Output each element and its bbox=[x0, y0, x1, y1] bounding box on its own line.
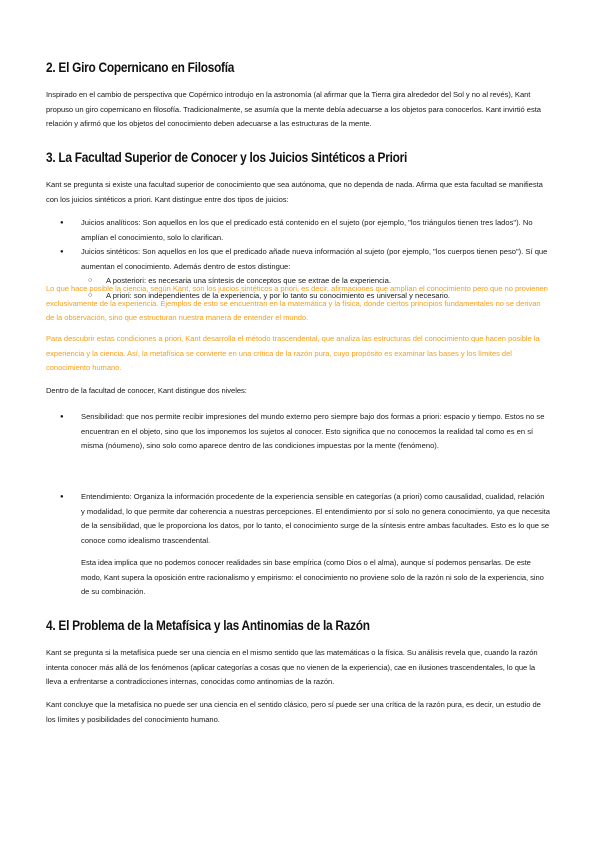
highlighted-paragraph-science: Lo que hace posible la ciencia, según Kant, son los juicios sintéticos a priori, es decir, afirmaciones que amplían el conocimiento pero que no provienen exclusivamente de la experiencia. Ejemplos de esto se encuentran en la matemática y la física, donde ciertos principios fundamentales no se derivan de la observación, sino que estructuran nuestra manera de entender el mundo. bbox=[46, 284, 548, 323]
section-4-paragraph-1: Kant se pregunta si la metafísica puede ser una ciencia en el mismo sentido que las matemáticas o la física. Su análisis revela que, cuando la razón intenta conocer más allá de los fenómenos (aplicar categorías a cosas que no vienen de la experiencia), cae en ilusiones trascendentales, lo que la lleva a enfrentarse a contradicciones internas, conocidas como antinomias de la razón. bbox=[46, 648, 538, 687]
section-3-title: 3. La Facultad Superior de Conocer y los Juicios Sintéticos a Priori bbox=[46, 150, 407, 165]
section-2-title: 2. El Giro Copernicano en Filosofía bbox=[46, 60, 235, 75]
knowledge-levels-list bbox=[46, 410, 550, 454]
empirical-basis-paragraph: Esta idea implica que no podemos conocer realidades sin base empírica (como Dios o el alma), aunque sí podemos pensarlas. De este modo, Kant supera la oposición entre racionalismo y empirismo: el conocimiento no proviene solo de la razón ni solo de la experiencia, sino de su combinación. bbox=[81, 558, 544, 597]
sub-item-a-posteriori: ○ A posteriori: es necesaria una síntesis de conceptos que se extrae de la experiencia. bbox=[46, 274, 550, 289]
section-2-paragraph: Inspirado en el cambio de perspectiva que Copérnico introdujo en la astronomía (al afirmar que la Tierra gira alrededor del Sol y no al revés), Kant propuso un giro copernicano en filosofía. Tradicionalmente, se asumía que la mente debía adecuarse a los objetos para conocerlos. Kant invirtió esta relación y afirmó que los objetos del conocimiento deben adecuarse a las estructuras de la mente. bbox=[46, 90, 541, 129]
list-item-understanding: ● Entendimiento: Organiza la información procedente de la experiencia sensible en categorías (a priori) como causalidad, cualidad, relación y modalidad, lo que permite dar coherencia a nuestras percepciones. El entendimiento por sí solo no genera conocimiento, ya que necesita de la sensibilidad, que le proporciona los datos, por lo tanto, el conocimiento surge de la síntesis entre ambas facultades. Esto es lo que se conoce como idealismo trascendental. bbox=[46, 490, 550, 548]
knowledge-levels-list-2 bbox=[46, 490, 550, 548]
sub-item-a-priori: ○ A priori: son independientes de la experiencia, y por lo tanto su conocimiento es universal y necesario. bbox=[46, 289, 550, 304]
section-4-paragraph-2: Kant concluye que la metafísica no puede ser una ciencia en el sentido clásico, pero sí puede ser una crítica de la razón pura, es decir, un estudio de los límites y posibilidades del conocimiento humano. bbox=[46, 700, 541, 724]
section-3-intro: Kant se pregunta si existe una facultad superior de conocimiento que sea autónoma, que no dependa de nada. Afirma que esta facultad se manifiesta con los juicios sintéticos a priori. Kant distingue entre dos tipos de juicios: bbox=[46, 180, 543, 204]
list-item-sensibility: ● Sensibilidad: que nos permite recibir impresiones del mundo externo pero siempre bajo dos formas a priori: espacio y tiempo. Estos no se encuentran en el objeto, sino que los imponemos los sujetos al conocer. Esto significa que no conocemos la realidad tal como es en sí misma (nóumeno), sino solo como aparece dentro de las condiciones impuestas por la mente (fenómeno). bbox=[46, 410, 550, 454]
list-item-analytic: ● Juicios analíticos: Son aquellos en los que el predicado está contenido en el sujeto (por ejemplo, "los triángulos tienen tres lados"). No amplían el conocimiento, solo lo clarifican. bbox=[46, 216, 550, 245]
levels-intro: Dentro de la facultad de conocer, Kant distingue dos niveles: bbox=[46, 386, 247, 395]
list-item-synthetic: ● Juicios sintéticos: Son aquellos en los que el predicado añade nueva información al sujeto (por ejemplo, "los cuerpos tienen peso"). Sí que aumentan el conocimiento. Además dentro de estos distingue: bbox=[46, 245, 550, 274]
highlighted-paragraph-method: Para descubrir estas condiciones a priori, Kant desarrolla el método trascendental, que analiza las estructuras del conocimiento que hacen posible la experiencia y la ciencia. Así, la metafísica se convierte en una crítica de la razón pura, cuyo propósito es examinar las bases y los límites del conocimiento humano. bbox=[46, 334, 540, 373]
section-4-title: 4. El Problema de la Metafísica y las Antinomias de la Razón bbox=[46, 618, 370, 633]
